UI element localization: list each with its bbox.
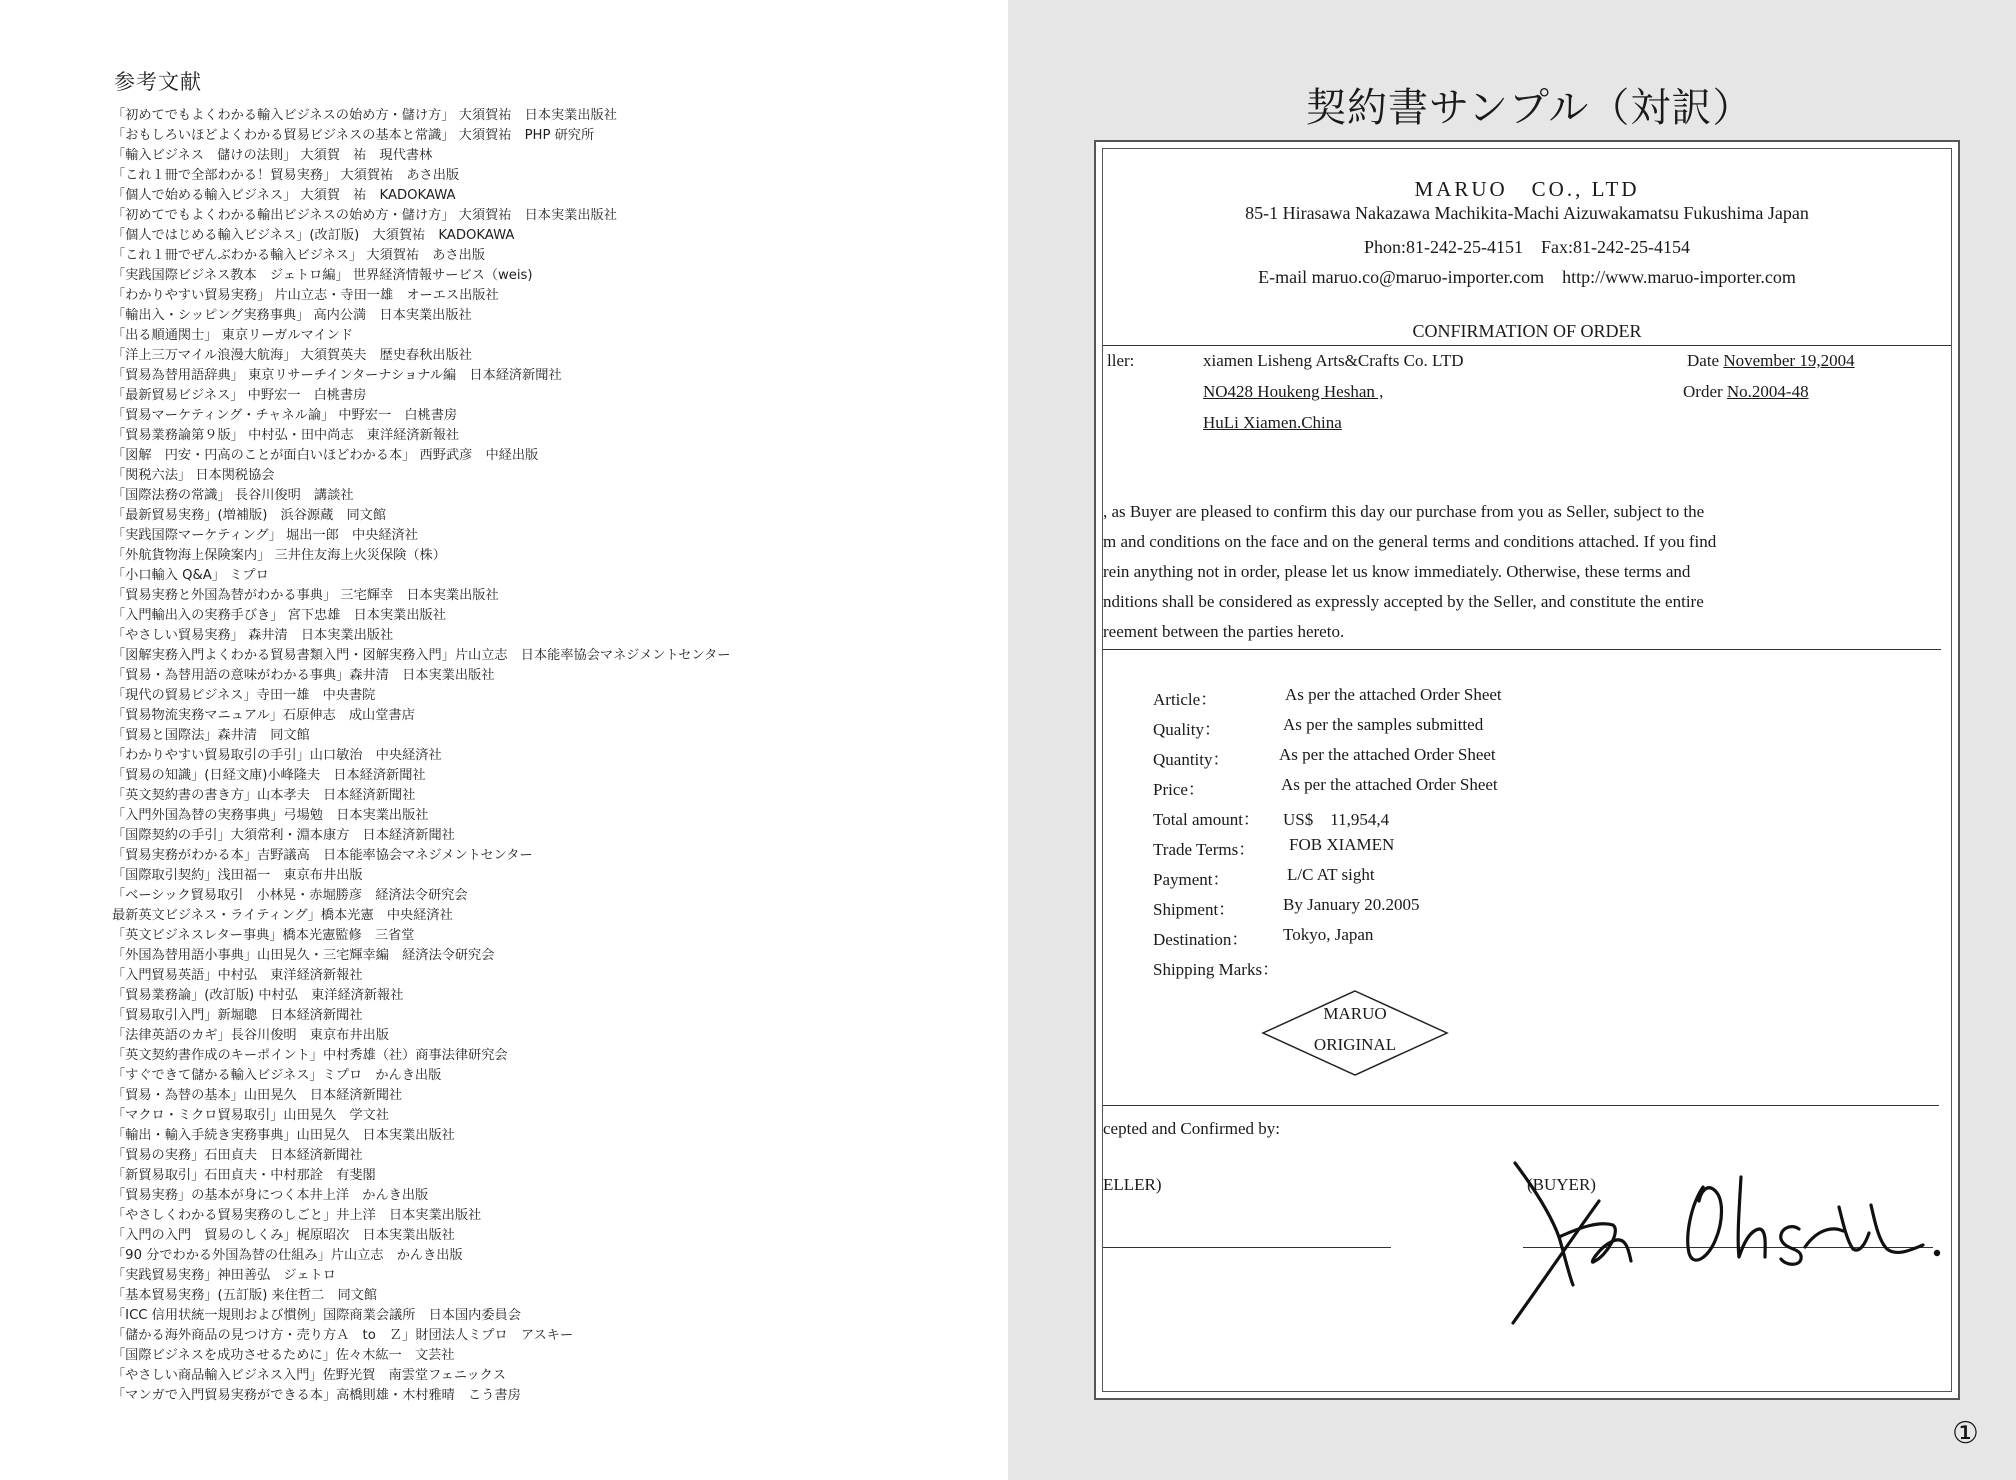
seller-address-line-1: NO428 Houkeng Heshan , xyxy=(1203,382,1384,401)
confirmation-title: CONFIRMATION OF ORDER xyxy=(1412,321,1642,341)
reference-entry: 「ベーシック貿易取引 小林晃・赤堀勝彦 経済法令研究会 xyxy=(112,888,468,903)
handwritten-signature xyxy=(1503,1157,1943,1333)
reference-entry: 「マンガで入門貿易実務ができる本」高橋則雄・木村雅晴 こう書房 xyxy=(112,1388,521,1403)
term-value: FOB XIAMEN xyxy=(1289,835,1395,854)
reference-entry: 「わかりやすい貿易実務」 片山立志・寺田一雄 オーエス出版社 xyxy=(112,288,499,303)
reference-entry: 「図解実務入門よくわかる貿易書類入門・図解実務入門」片山立志 日本能率協会マネジメントセンター xyxy=(112,648,731,663)
seller-name: xiamen Lisheng Arts&Crafts Co. LTD xyxy=(1203,351,1464,370)
reference-entry: 「最新貿易ビジネス」 中野宏一 白桃書房 xyxy=(112,388,367,403)
term-label: Shipment： xyxy=(1153,900,1236,919)
term-value: L/C AT sight xyxy=(1287,865,1375,884)
references-heading: 参考文献 xyxy=(114,70,202,94)
clause-line: reement between the parties hereto. xyxy=(1103,622,1345,641)
reference-entry: 「貿易業務論」(改訂版) 中村弘 東洋経済新報社 xyxy=(112,988,404,1003)
reference-entry: 「国際取引契約」浅田福一 東京布井出版 xyxy=(112,868,363,883)
term-value: Tokyo, Japan xyxy=(1283,925,1374,944)
reference-entry: 「実践国際マーケティング」 堀出一郎 中央経済社 xyxy=(112,528,418,543)
reference-entry: 「貿易マーケティング・チャネル論」 中野宏一 白桃書房 xyxy=(112,408,458,423)
order-label: Order xyxy=(1683,382,1723,401)
order-value: No.2004-48 xyxy=(1726,382,1809,401)
seller-address-line-2: HuLi Xiamen.China xyxy=(1203,413,1342,432)
reference-entry: 「貿易実務と外国為替がわかる事典」 三宅輝幸 日本実業出版社 xyxy=(112,588,499,603)
buyer-signature-label: (BUYER) xyxy=(1527,1175,1596,1194)
references-list xyxy=(112,106,731,1406)
reference-entry: 「英文契約書の書き方」山本孝夫 日本経済新聞社 xyxy=(112,788,416,803)
term-label: Quality： xyxy=(1153,720,1221,739)
reference-entry: 「入門外国為替の実務事典」弓場勉 日本実業出版社 xyxy=(112,808,429,823)
term-label: Trade Terms： xyxy=(1153,840,1256,859)
reference-entry: 「これ１冊でぜんぶわかる輸入ビジネス」 大須賀祐 あさ出版 xyxy=(112,248,486,263)
page-number: ① xyxy=(1952,1416,1979,1451)
reference-entry: 「すぐできて儲かる輸入ビジネス」ミプロ かんき出版 xyxy=(112,1068,442,1083)
reference-entry: 「国際契約の手引」大須常利・淵本康方 日本経済新聞社 xyxy=(112,828,455,843)
contract-document-frame xyxy=(1094,140,1960,1400)
reference-entry: 「やさしくわかる貿易実務のしごと」井上洋 日本実業出版社 xyxy=(112,1208,482,1223)
term-value: As per the attached Order Sheet xyxy=(1285,685,1502,704)
reference-entry: 「マクロ・ミクロ貿易取引」山田晃久 学文社 xyxy=(112,1108,389,1123)
reference-entry: 「関税六法」 日本関税協会 xyxy=(112,468,275,483)
reference-entry: 「90 分でわかる外国為替の仕組み」片山立志 かんき出版 xyxy=(112,1248,463,1263)
shipping-mark-line-2: ORIGINAL xyxy=(1313,1035,1397,1054)
term-value: As per the samples submitted xyxy=(1283,715,1484,734)
reference-entry: 「入門貿易英語」中村弘 東洋経済新報社 xyxy=(112,968,363,983)
reference-entry: 「初めてでもよくわかる輸出ビジネスの始め方・儲け方」 大須賀祐 日本実業出版社 xyxy=(112,208,617,223)
acceptance-rule xyxy=(1103,1105,1939,1106)
reference-entry: 「貿易物流実務マニュアル」石原伸志 成山堂書店 xyxy=(112,708,415,723)
reference-entry: 「貿易と国際法」森井清 同文館 xyxy=(112,728,310,743)
reference-entry: 「貿易・為替用語の意味がわかる事典」森井清 日本実業出版社 xyxy=(112,668,495,683)
reference-entry: 「やさしい商品輸入ビジネス入門」佐野光賀 南雲堂フェニックス xyxy=(112,1368,506,1383)
reference-entry: 「英文契約書作成のキーポイント」中村秀雄（社）商事法律研究会 xyxy=(112,1048,508,1063)
company-email: E-mail maruo.co@maruo-importer.com http://www.maruo-importer.com xyxy=(1258,267,1796,287)
term-value: As per the attached Order Sheet xyxy=(1279,745,1496,764)
reference-entry: 「初めてでもよくわかる輸入ビジネスの始め方・儲け方」 大須賀祐 日本実業出版社 xyxy=(112,108,617,123)
date-value: November 19,2004 xyxy=(1723,351,1855,370)
reference-entry: 「基本貿易実務」(五訂版) 来住哲二 同文館 xyxy=(112,1288,378,1303)
reference-entry: 「輸出・輸入手続き実務事典」山田晃久 日本実業出版社 xyxy=(112,1128,455,1143)
reference-entry: 「新貿易取引」石田貞夫・中村那詮 有斐閣 xyxy=(112,1168,376,1183)
reference-entry: 「貿易実務」の基本が身につく本井上洋 かんき出版 xyxy=(112,1188,429,1203)
reference-entry: 「図解 円安・円高のことが面白いほどわかる本」 西野武彦 中経出版 xyxy=(112,448,539,463)
term-label: Price： xyxy=(1153,780,1205,799)
reference-entry: 「外国為替用語小事典」山田晃久・三宅輝幸編 経済法令研究会 xyxy=(112,948,495,963)
reference-entry: 「貿易業務論第９版」 中村弘・田中尚志 東洋経済新報社 xyxy=(112,428,460,443)
header-rule xyxy=(1103,345,1952,346)
company-address: 85-1 Hirasawa Nakazawa Machikita-Machi Aizuwakamatsu Fukushima Japan xyxy=(1245,203,1809,223)
reference-entry: 「貿易の実務」石田貞夫 日本経済新聞社 xyxy=(112,1148,363,1163)
company-phone: Phon:81-242-25-4151 Fax:81-242-25-4154 xyxy=(1364,237,1690,257)
clause-line: m and conditions on the face and on the general terms and conditions attached. If you find xyxy=(1103,532,1717,551)
reference-entry: 「輸出入・シッピング実務事典」 高内公満 日本実業出版社 xyxy=(112,308,472,323)
reference-entry: 「ICC 信用状統一規則および慣例」国際商業会議所 日本国内委員会 xyxy=(112,1308,521,1323)
order-number xyxy=(1683,382,1809,402)
seller-signature-label: ELLER) xyxy=(1103,1175,1162,1194)
reference-entry: 「これ１冊で全部わかる！貿易実務」 大須賀祐 あさ出版 xyxy=(112,168,460,183)
company-name: MARUO CO., LTD xyxy=(1414,177,1640,201)
term-value: As per the attached Order Sheet xyxy=(1281,775,1498,794)
reference-entry: 「洋上三万マイル浪漫大航海」 大須賀英夫 歴史春秋出版社 xyxy=(112,348,472,363)
seller-signature-line xyxy=(1103,1247,1391,1248)
reference-entry: 「小口輸入 Q&A」 ミプロ xyxy=(112,568,269,583)
contract-sample-title: 契約書サンプル（対訳） xyxy=(1306,85,1754,131)
reference-entry: 「おもしろいほどよくわかる貿易ビジネスの基本と常識」 大須賀祐 PHP 研究所 xyxy=(112,128,595,143)
reference-entry: 「貿易為替用語辞典」 東京リサーチインターナショナル編 日本経済新聞社 xyxy=(112,368,562,383)
accepted-confirmed-label: cepted and Confirmed by: xyxy=(1103,1119,1281,1138)
term-label: Quantity： xyxy=(1153,750,1230,769)
reference-entry: 「実践国際ビジネス教本 ジェトロ編」 世界経済情報サービス（weis) xyxy=(112,268,533,283)
reference-entry: 「国際法務の常識」 長谷川俊明 講談社 xyxy=(112,488,354,503)
reference-entry: 「入門輸出入の実務手びき」 宮下忠雄 日本実業出版社 xyxy=(112,608,446,623)
term-label: Article： xyxy=(1153,690,1218,709)
term-label: Total amount： xyxy=(1153,810,1260,829)
reference-entry: 「貿易取引入門」新堀聰 日本経済新聞社 xyxy=(112,1008,363,1023)
reference-entry: 「法律英語のカギ」長谷川俊明 東京布井出版 xyxy=(112,1028,389,1043)
contract-document xyxy=(1102,148,1952,1392)
reference-entry: 最新英文ビジネス・ライティング」橋本光憲 中央経済社 xyxy=(112,908,453,923)
reference-entry: 「貿易実務がわかる本」吉野議高 日本能率協会マネジメントセンター xyxy=(112,848,533,863)
reference-entry: 「貿易の知識」(日経文庫)小峰隆夫 日本経済新聞社 xyxy=(112,768,426,783)
reference-entry: 「輸入ビジネス 儲けの法則」 大須賀 祐 現代書林 xyxy=(112,148,433,163)
clause-line: , as Buyer are pleased to confirm this day our purchase from you as Seller, subject to the xyxy=(1103,502,1705,521)
date-label: Date xyxy=(1687,351,1720,370)
reference-entry: 「現代の貿易ビジネス」寺田一雄 中央書院 xyxy=(112,688,376,703)
clause-rule xyxy=(1103,649,1941,650)
reference-entry: 「個人ではじめる輸入ビジネス」(改訂版) 大須賀祐 KADOKAWA xyxy=(112,228,515,243)
seller-label: ller: xyxy=(1107,351,1135,370)
reference-entry: 「わかりやすい貿易取引の手引」山口敏治 中央経済社 xyxy=(112,748,442,763)
term-value: By January 20.2005 xyxy=(1283,895,1420,914)
reference-entry: 「出る順通関士」 東京リーガルマインド xyxy=(112,328,354,343)
shipping-mark-diamond xyxy=(1259,989,1451,1077)
reference-entry: 「儲かる海外商品の見つけ方・売り方Ａ to Ｚ」財団法人ミプロ アスキー xyxy=(112,1328,574,1343)
order-date xyxy=(1687,351,1855,371)
reference-entry: 「個人で始める輸入ビジネス」 大須賀 祐 KADOKAWA xyxy=(112,188,456,203)
clause-line: rein anything not in order, please let us know immediately. Otherwise, these terms and xyxy=(1103,562,1691,581)
reference-entry: 「外航貨物海上保険案内」 三井住友海上火災保険（株） xyxy=(112,548,446,563)
reference-entry: 「英文ビジネスレター事典」橋本光憲監修 三省堂 xyxy=(112,928,415,943)
term-label: Destination： xyxy=(1153,930,1249,949)
reference-entry: 「やさしい貿易実務」 森井清 日本実業出版社 xyxy=(112,628,394,643)
shipping-mark-line-1: MARUO xyxy=(1323,1004,1387,1023)
reference-entry: 「国際ビジネスを成功させるために」佐々木紘一 文芸社 xyxy=(112,1348,455,1363)
term-value: US$ 11,954,4 xyxy=(1283,810,1390,829)
term-label: Payment： xyxy=(1153,870,1230,889)
clause-line: nditions shall be considered as expressly accepted by the Seller, and constitute the entire xyxy=(1103,592,1704,611)
reference-entry: 「最新貿易実務」(増補版) 浜谷源蔵 同文館 xyxy=(112,508,387,523)
reference-entry: 「実践貿易実務」神田善弘 ジェトロ xyxy=(112,1268,336,1283)
reference-entry: 「入門の入門 貿易のしくみ」梶原昭次 日本実業出版社 xyxy=(112,1228,455,1243)
term-label: Shipping Marks： xyxy=(1153,960,1280,979)
reference-entry: 「貿易・為替の基本」山田晃久 日本経済新聞社 xyxy=(112,1088,403,1103)
